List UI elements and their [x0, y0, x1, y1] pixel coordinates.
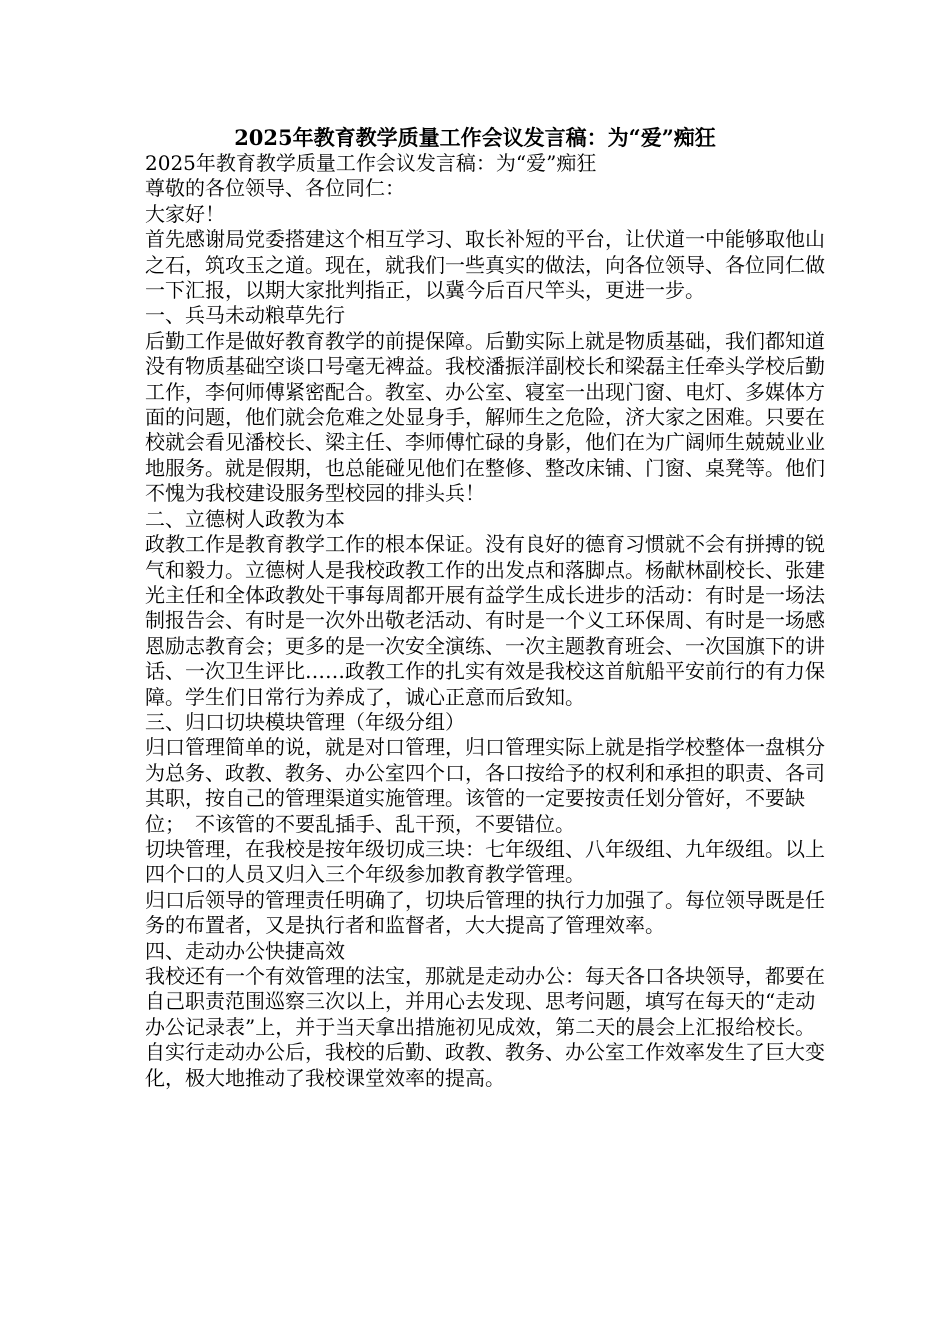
section-paragraph-1: 后勤工作是做好教育教学的前提保障。后勤实际上就是物质基础，我们都知道没有物质基础空谈口号毫无裨益。我校潘振洋副校长和梁磊主任牵头学校后勤工作，李何师傅紧密配合。教室、办公室、寝室一出现门窗、电灯、多媒体方面的问题，他们就会危难之处显身手，解师生之危险，济大家之困难。只要在校就会看见潘校长、梁主任、李师傅忙碌的身影，他们在为广阔师生兢兢业业地服务。就是假期，也总能碰见他们在整修、整改床铺、门窗、桌凳等。他们不愧为我校建设服务型校园的排头兵！	[145, 328, 825, 506]
greeting-paragraph: 大家好！	[145, 201, 225, 226]
document-title: 2025年教育教学质量工作会议发言稿：为“爱”痴狂	[234, 125, 716, 150]
document-body	[145, 151, 825, 1091]
section-heading-3: 三、归口切块模块管理（年级分组）	[145, 709, 465, 734]
subtitle-paragraph: 2025年教育教学质量工作会议发言稿：为“爱”痴狂	[145, 151, 597, 175]
salutation-paragraph: 尊敬的各位领导、各位同仁：	[145, 176, 405, 201]
section-heading-2: 二、立德树人政教为本	[145, 506, 345, 531]
section-paragraph-4: 我校还有一个有效管理的法宝，那就是走动办公：每天各口各块领导，都要在自己职责范围巡察三次以上，并用心去发现、思考问题，填写在每天的“走动办公记录表”上，并于当天拿出措施初见成效，第二天的晨会上汇报给校长。自实行走动办公后，我校的后勤、政教、教务、办公室工作效率发生了巨大变化，极大地推动了我校课堂效率的提高。	[145, 964, 825, 1090]
section-paragraph-3c: 归口后领导的管理责任明确了，切块后管理的执行力加强了。每位领导既是任务的布置者，又是执行者和监督者，大大提高了管理效率。	[145, 887, 825, 938]
section-paragraph-3b: 切块管理，在我校是按年级切成三块：七年级组、八年级组、九年级组。以上四个口的人员又归入三个年级参加教育教学管理。	[145, 836, 825, 887]
section-heading-1: 一、兵马未动粮草先行	[145, 303, 345, 328]
section-heading-4: 四、走动办公快捷高效	[145, 938, 345, 963]
intro-paragraph: 首先感谢局党委搭建这个相互学习、取长补短的平台，让伏道一中能够取他山之石，筑攻玉之道。现在，就我们一些真实的做法，向各位领导、各位同仁做一下汇报，以期大家批判指正，以冀今后百尺竿头，更进一步。	[145, 227, 825, 303]
section-paragraph-3a: 归口管理简单的说，就是对口管理，归口管理实际上就是指学校整体一盘棋分为总务、政教、教务、办公室四个口，各口按给予的权利和承担的职责、各司其职，按自己的管理渠道实施管理。该管的一定要按责任划分管好，不要缺位； 不该管的不要乱插手、乱干预，不要错位。	[145, 735, 825, 836]
section-paragraph-2: 政教工作是教育教学工作的根本保证。没有良好的德育习惯就不会有拼搏的锐气和毅力。立德树人是我校政教工作的出发点和落脚点。杨献林副校长、张建光主任和全体政教处干事每周都开展有益学生成长进步的活动：有时是一场法制报告会、有时是一次外出敬老活动、有时是一个义工环保周、有时是一场感恩励志教育会；更多的是一次安全演练、一次主题教育班会、一次国旗下的讲话、一次卫生评比……政教工作的扎实有效是我校这首航船平安前行的有力保障。学生们日常行为养成了，诚心正意而后致知。	[145, 532, 825, 709]
